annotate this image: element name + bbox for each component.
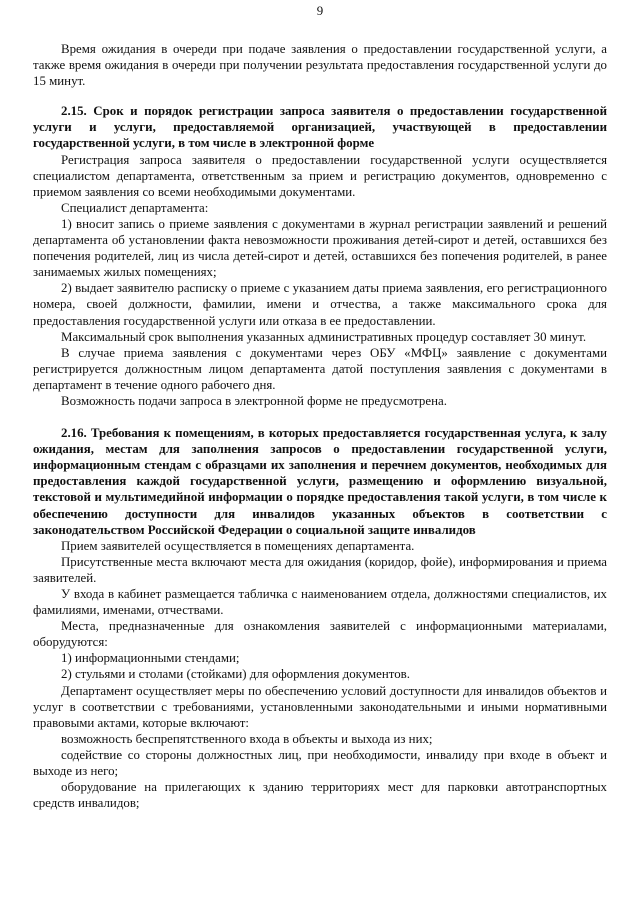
section-2-15-paragraph: Специалист департамента: [61, 200, 209, 215]
section-2-15-heading: 2.15. Срок и порядок регистрации запроса заявителя о предоставлении государственной услуги и услуги, предоставляемой организацией, участвующей в предоставлении государственной услуги, в том числе в электронной форме [33, 104, 607, 151]
section-2-15-paragraph: Возможность подачи запроса в электронной форме не предусмотрена. [61, 393, 447, 408]
intro-paragraph: Время ожидания в очереди при подаче заявления о предоставлении государственной услуги, а также время ожидания в очереди при получении результата предоставления государственной услуги до 15 минут. [33, 42, 607, 89]
section-2-16-paragraph: Прием заявителей осуществляется в помещениях департамента. [61, 538, 415, 553]
page-number: 9 [316, 4, 324, 18]
section-2-15-list-item: 2) выдает заявителю расписку о приеме с указанием даты приема заявления, его регистрационного номера, своей должности, фамилии, имени и отчества, а также максимального срока для предоставления государственной услуги или отказа в ее предоставлении. [33, 281, 607, 328]
section-2-16-list-item: 1) информационными стендами; [61, 651, 240, 666]
section-2-16-paragraph: Присутственные места включают места для ожидания (коридор, фойе), информирования и приема заявителей. [33, 554, 607, 585]
section-2-15-paragraph: В случае приема заявления с документами через ОБУ «МФЦ» заявление с документами регистрируется должностным лицом департамента датой поступления заявления с документами в департамент в течение одного рабочего дня. [33, 345, 607, 392]
section-2-16-paragraph: Места, предназначенные для ознакомления заявителей с информационными материалами, оборудуются: [33, 619, 607, 650]
section-2-16-paragraph: У входа в кабинет размещается табличка с наименованием отдела, должностями специалистов, их фамилиями, именами, отчествами. [33, 587, 607, 618]
page-content [33, 41, 607, 811]
section-2-16-heading: 2.16. Требования к помещениям, в которых предоставляется государственная услуга, к залу ожидания, местам для заполнения запросов о предоставлении государственной услуги, информационным стендам с образцами их заполнения и перечнем документов, необходимых для предоставления каждой государственной услуги, размещению и оформлению визуальной, текстовой и мультимедийной информации о порядке предоставления такой услуги, в том числе к обеспечению доступности для инвалидов указанных объектов в соответствии с законодательством Российской Федерации о социальной защите инвалидов [33, 426, 607, 537]
section-2-15-paragraph: Регистрация запроса заявителя о предоставлении государственной услуги осуществляется специалистом департамента, ответственным за прием и регистрацию документов, одновременно с приемом заявления со всеми необходимыми документами. [33, 152, 607, 199]
section-2-16-list-item: 2) стульями и столами (стойками) для оформления документов. [61, 667, 410, 682]
section-2-15-paragraph: Максимальный срок выполнения указанных административных процедур составляет 30 минут. [61, 329, 587, 344]
section-2-16-paragraph: Департамент осуществляет меры по обеспечению условий доступности для инвалидов объектов и услуг в соответствии с требованиями, установленными законодательными и иными нормативными правовыми актами, которые включают: [33, 683, 607, 730]
section-2-15-list-item: 1) вносит запись о приеме заявления с документами в журнал регистрации заявлений и решений департамента об установлении факта невозможности проживания детей-сирот и детей, оставшихся без попечения родителей, лиц из числа детей-сирот и детей, оставшихся без попечения родителей, в ранее занимаемых жилых помещениях; [33, 216, 607, 280]
section-2-16-list-item: оборудование на прилегающих к зданию территориях мест для парковки автотранспортных средств инвалидов; [33, 780, 607, 811]
section-2-16-list-item: возможность беспрепятственного входа в объекты и выхода из них; [61, 731, 433, 746]
section-2-16-list-item: содействие со стороны должностных лиц, при необходимости, инвалиду при входе в объект и выходе из него; [33, 747, 607, 779]
